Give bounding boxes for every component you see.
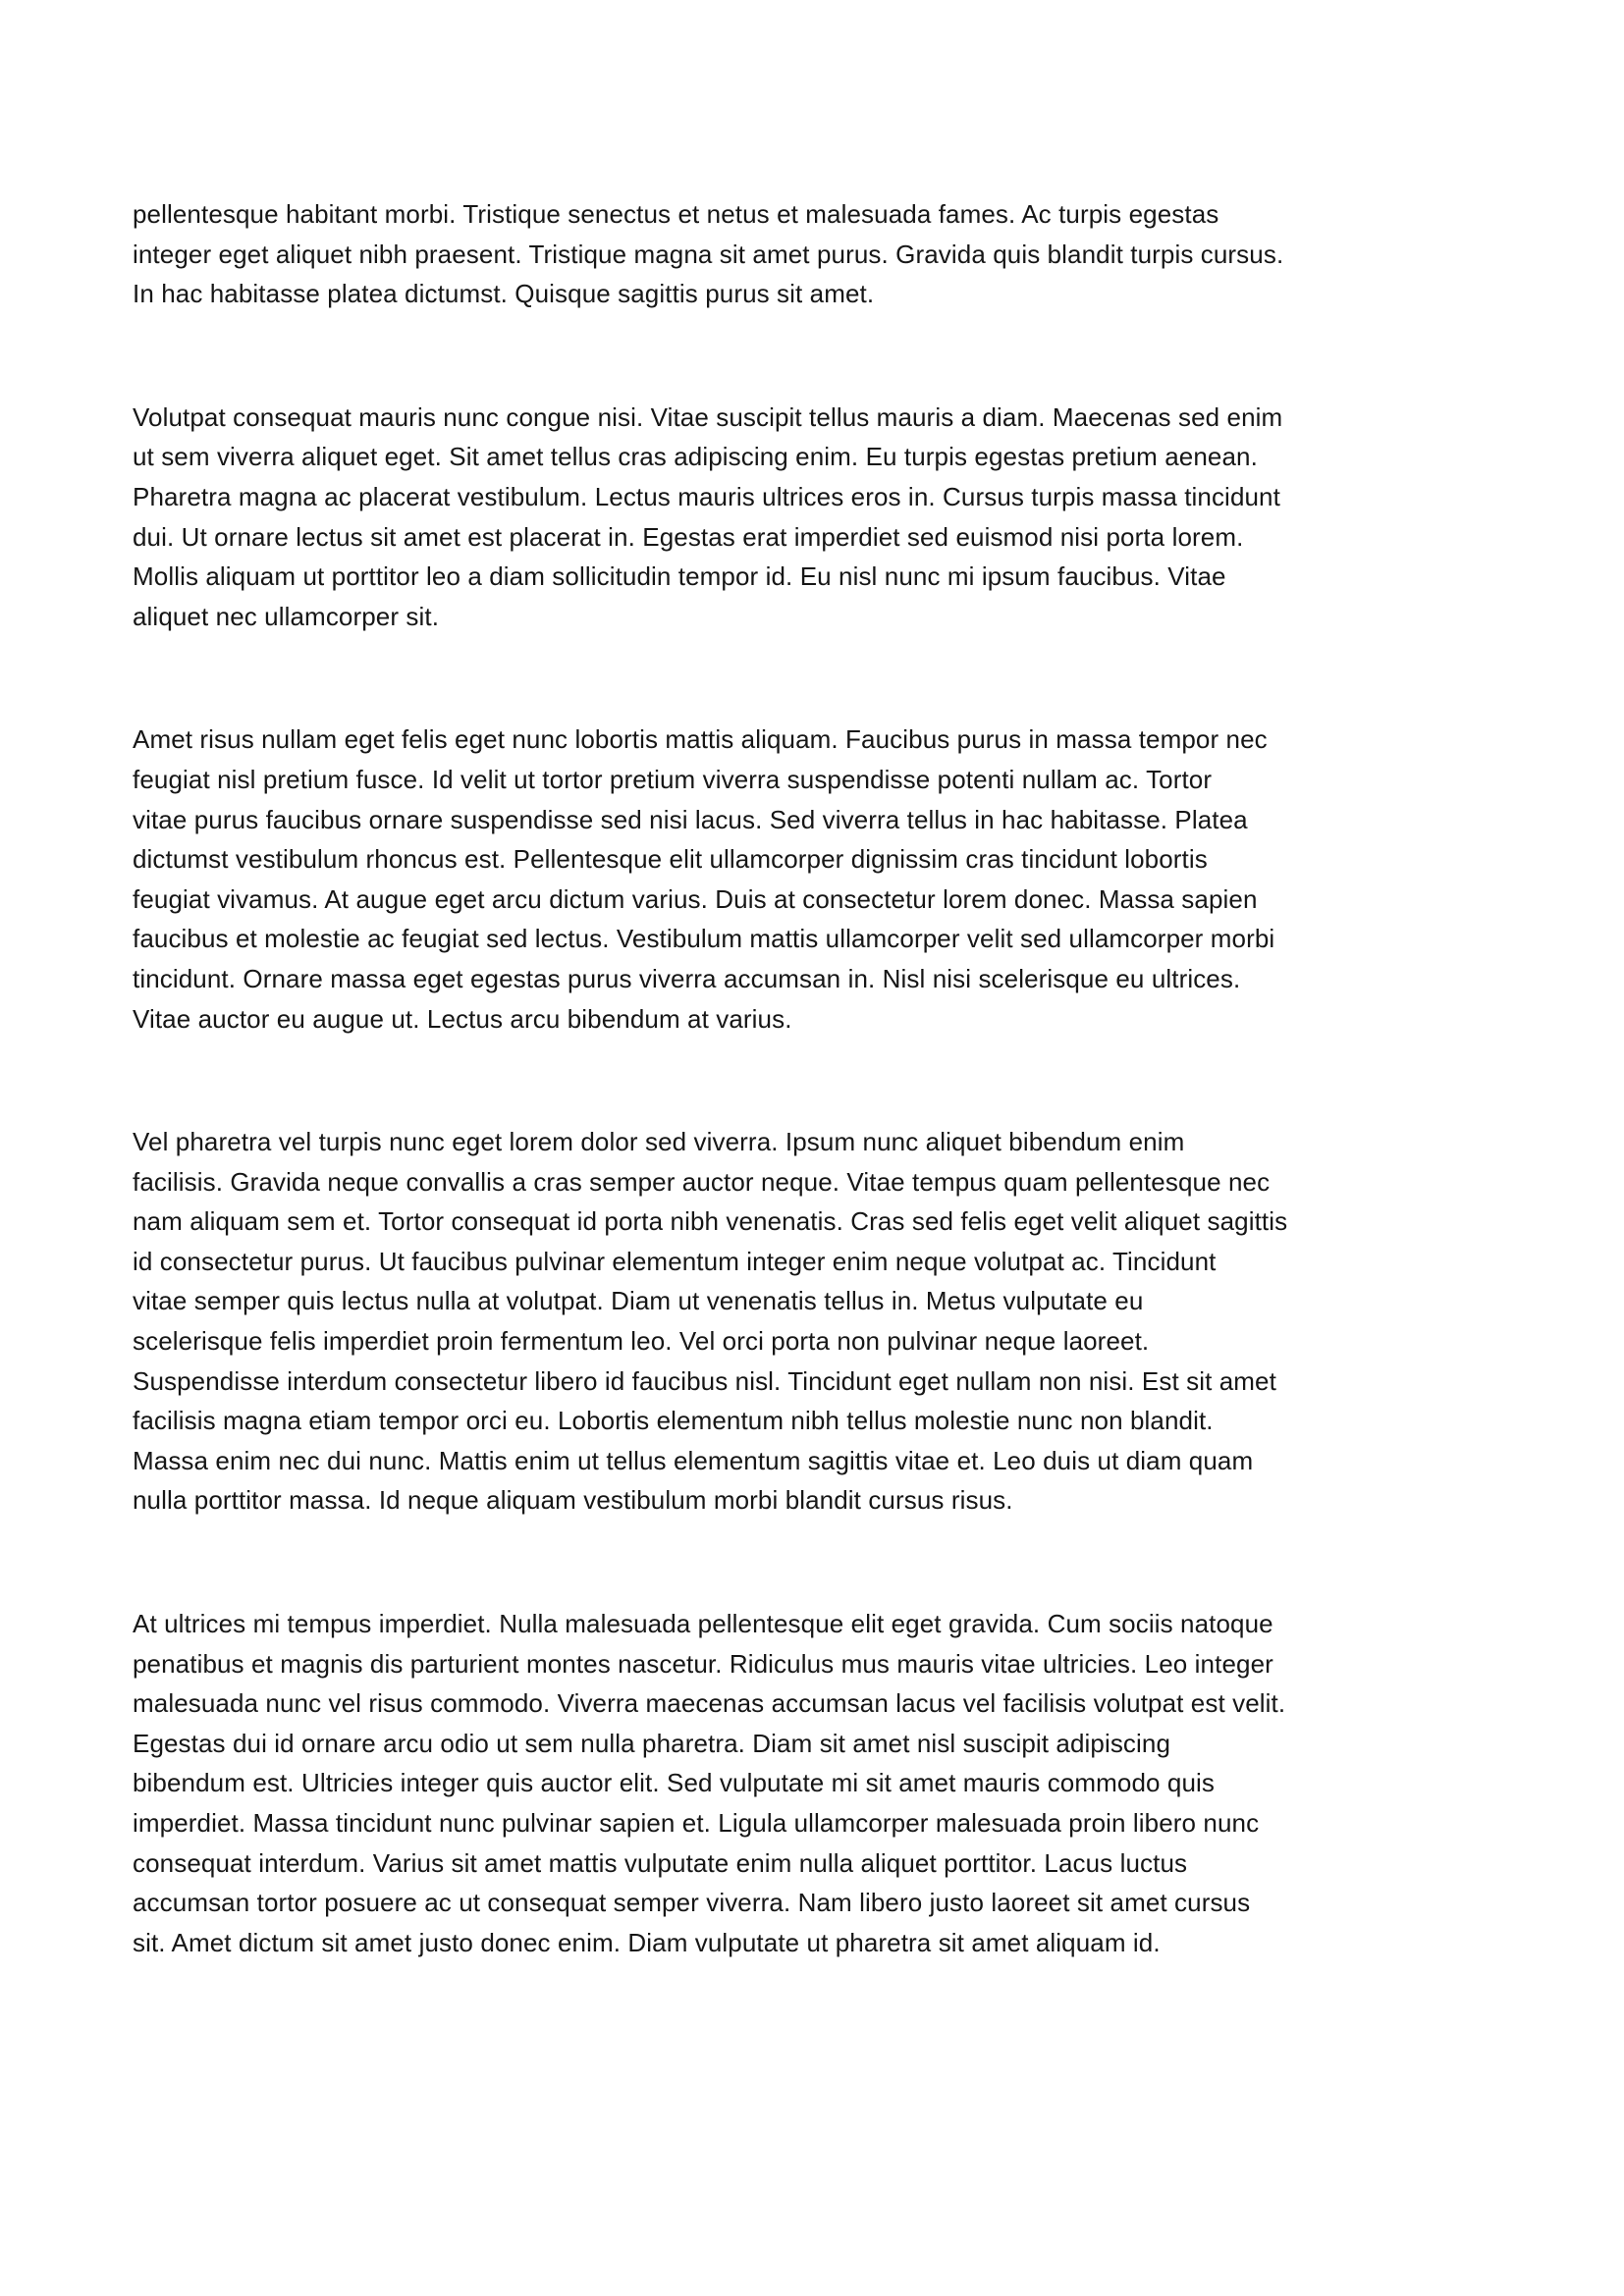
- text-line: Volutpat consequat mauris nunc congue nisi. Vitae suscipit tellus mauris a diam. Maecenas sed enim: [133, 401, 1283, 432]
- text-line: In hac habitasse platea dictumst. Quisque sagittis purus sit amet.: [133, 279, 875, 309]
- paragraph: [133, 398, 1491, 637]
- text-line: feugiat nisl pretium fusce. Id velit ut tortor pretium viverra suspendisse potenti nullam ac. Tortor: [133, 764, 1213, 794]
- text-line: pellentesque habitant morbi. Tristique senectus et netus et malesuada fames. Ac turpis egestas: [133, 199, 1219, 229]
- paragraph: [133, 194, 1491, 314]
- text-line: Suspendisse interdum consectetur libero id faucibus nisl. Tincidunt eget nullam non nisi. Est sit amet: [133, 1365, 1276, 1396]
- text-line: dictumst vestibulum rhoncus est. Pellentesque elit ullamcorper dignissim cras tincidunt lobortis: [133, 844, 1208, 875]
- text-line: accumsan tortor posuere ac ut consequat semper viverra. Nam libero justo laoreet sit amet cursus: [133, 1888, 1251, 1918]
- text-line: malesuada nunc vel risus commodo. Viverra maecenas accumsan lacus vel facilisis volutpat est velit.: [133, 1688, 1286, 1719]
- paragraph: [133, 1604, 1491, 1962]
- text-line: Vel pharetra vel turpis nunc eget lorem dolor sed viverra. Ipsum nunc aliquet bibendum enim: [133, 1127, 1185, 1157]
- document-body: [133, 194, 1491, 2046]
- text-line: vitae purus faucibus ornare suspendisse sed nisi lacus. Sed viverra tellus in hac habitasse. Platea: [133, 804, 1248, 834]
- text-line: Egestas dui id ornare arcu odio ut sem nulla pharetra. Diam sit amet nisl suscipit adipiscing: [133, 1728, 1171, 1758]
- text-line: integer eget aliquet nibh praesent. Tristique magna sit amet purus. Gravida quis blandit turpis cursus.: [133, 239, 1284, 269]
- text-line: Vitae auctor eu augue ut. Lectus arcu bibendum at varius.: [133, 1003, 792, 1034]
- text-line: bibendum est. Ultricies integer quis auctor elit. Sed vulputate mi sit amet mauris commodo quis: [133, 1768, 1215, 1798]
- text-line: consequat interdum. Varius sit amet mattis vulputate enim nulla aliquet porttitor. Lacus luctus: [133, 1847, 1188, 1878]
- text-line: dui. Ut ornare lectus sit amet est placerat in. Egestas erat imperdiet sed euismod nisi porta lorem.: [133, 521, 1244, 552]
- text-line: Pharetra magna ac placerat vestibulum. Lectus mauris ultrices eros in. Cursus turpis massa tincidunt: [133, 481, 1280, 511]
- paragraph: [133, 1122, 1491, 1521]
- text-line: aliquet nec ullamcorper sit.: [133, 601, 440, 631]
- text-line: nam aliquam sem et. Tortor consequat id porta nibh venenatis. Cras sed felis eget velit aliquet sagittis: [133, 1206, 1288, 1237]
- text-line: feugiat vivamus. At augue eget arcu dictum varius. Duis at consectetur lorem donec. Massa sapien: [133, 883, 1258, 914]
- text-line: nulla porttitor massa. Id neque aliquam vestibulum morbi blandit cursus risus.: [133, 1485, 1013, 1516]
- text-line: id consectetur purus. Ut faucibus pulvinar elementum integer enim neque volutpat ac. Tincidunt: [133, 1246, 1217, 1276]
- text-line: Mollis aliquam ut porttitor leo a diam sollicitudin tempor id. Eu nisl nunc mi ipsum faucibus. Vitae: [133, 561, 1226, 592]
- text-line: facilisis. Gravida neque convallis a cras semper auctor neque. Vitae tempus quam pellentesque nec: [133, 1166, 1271, 1197]
- text-line: vitae semper quis lectus nulla at volutpat. Diam ut venenatis tellus in. Metus vulputate eu: [133, 1286, 1144, 1316]
- text-line: sit. Amet dictum sit amet justo donec enim. Diam vulputate ut pharetra sit amet aliquam id.: [133, 1927, 1161, 1957]
- text-line: imperdiet. Massa tincidunt nunc pulvinar sapien et. Ligula ullamcorper malesuada proin libero nunc: [133, 1808, 1260, 1838]
- text-line: scelerisque felis imperdiet proin fermentum leo. Vel orci porta non pulvinar neque laoreet.: [133, 1326, 1150, 1357]
- text-line: At ultrices mi tempus imperdiet. Nulla malesuada pellentesque elit eget gravida. Cum sociis natoque: [133, 1609, 1273, 1639]
- text-line: faucibus et molestie ac feugiat sed lectus. Vestibulum mattis ullamcorper velit sed ullamcorper morbi: [133, 924, 1275, 954]
- text-line: facilisis magna etiam tempor orci eu. Lobortis elementum nibh tellus molestie nunc non blandit.: [133, 1406, 1214, 1436]
- text-line: ut sem viverra aliquet eget. Sit amet tellus cras adipiscing enim. Eu turpis egestas pretium aenean.: [133, 442, 1258, 472]
- text-line: penatibus et magnis dis parturient montes nascetur. Ridiculus mus mauris vitae ultricies. Leo integer: [133, 1648, 1273, 1679]
- text-line: Massa enim nec dui nunc. Mattis enim ut tellus elementum sagittis vitae et. Leo duis ut diam quam: [133, 1445, 1254, 1475]
- text-line: tincidunt. Ornare massa eget egestas purus viverra accumsan in. Nisl nisi scelerisque eu ultrices.: [133, 963, 1241, 993]
- text-line: Amet risus nullam eget felis eget nunc lobortis mattis aliquam. Faucibus purus in massa tempor nec: [133, 724, 1268, 755]
- paragraph: [133, 720, 1491, 1039]
